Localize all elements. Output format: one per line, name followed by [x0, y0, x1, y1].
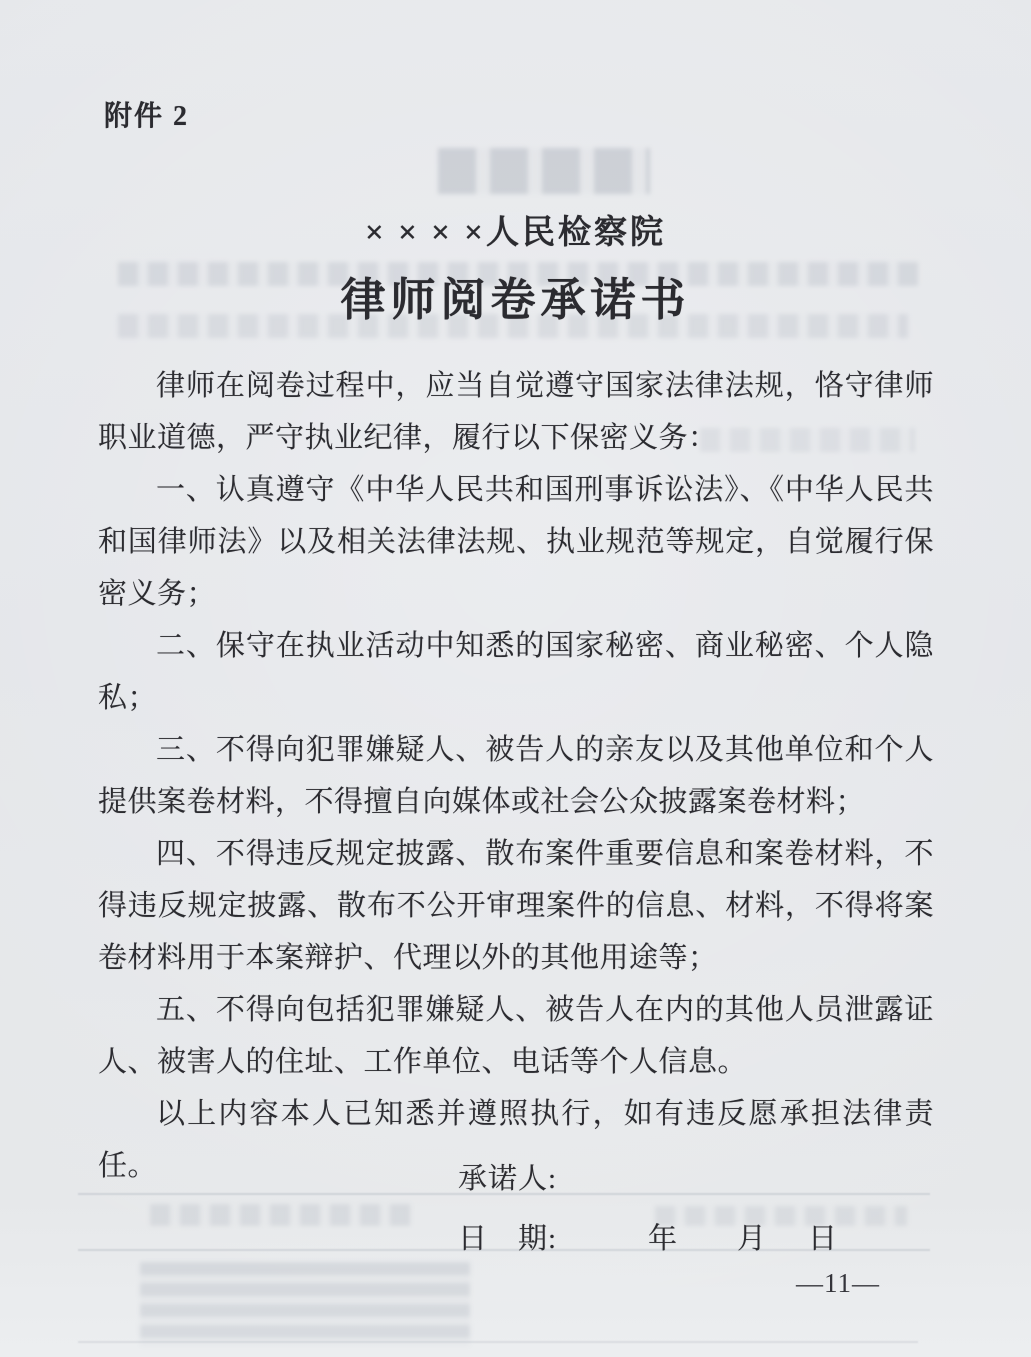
- day-label: 日: [808, 1223, 838, 1255]
- promisor-label: 承诺人:: [458, 1163, 558, 1195]
- org-title: × × × ×人民检察院: [365, 215, 666, 251]
- clause-1: 一、认真遵守《中华人民共和国刑事诉讼法》、《中华人民共和国律师法》以及相关法律法规、执业规范等规定，自觉履行保密义务；: [98, 474, 934, 610]
- clause-5: 五、不得向包括犯罪嫌疑人、被告人在内的其他人员泄露证人、被害人的住址、工作单位、电话等个人信息。: [98, 994, 934, 1078]
- title-block: [0, 206, 1031, 328]
- clause-2: 二、保守在执业活动中知悉的国家秘密、商业秘密、个人隐私；: [98, 630, 934, 714]
- intro-paragraph: 律师在阅卷过程中，应当自觉遵守国家法律法规，恪守律师职业道德，严守执业纪律，履行以下保密义务：: [98, 370, 934, 454]
- year-label: 年: [648, 1223, 678, 1255]
- clause-4: 四、不得违反规定披露、散布案件重要信息和案卷材料，不得违反规定披露、散布不公开审理案件的信息、材料，不得将案卷材料用于本案辩护、代理以外的其他用途等；: [98, 838, 934, 974]
- bleedthrough-text-line: [655, 1206, 907, 1226]
- document-body: [98, 360, 934, 1192]
- attachment-label: 附件 2: [104, 101, 190, 132]
- document-title: 律师阅卷承诺书: [340, 275, 691, 325]
- bleedthrough-text-line: [150, 1204, 412, 1226]
- date-label: 日 期:: [458, 1223, 558, 1255]
- page-number: —11—: [796, 1268, 880, 1298]
- bleedthrough-reverse-heading: [438, 148, 650, 194]
- bleedthrough-rule-line: [78, 1341, 918, 1343]
- bleedthrough-text-block: [140, 1262, 470, 1346]
- clause-3: 三、不得向犯罪嫌疑人、被告人的亲友以及其他单位和个人提供案卷材料，不得擅自向媒体或社会公众披露案卷材料；: [98, 734, 934, 818]
- month-label: 月: [737, 1223, 767, 1255]
- closing-paragraph: 以上内容本人已知悉并遵照执行，如有违反愿承担法律责任。: [98, 1098, 934, 1182]
